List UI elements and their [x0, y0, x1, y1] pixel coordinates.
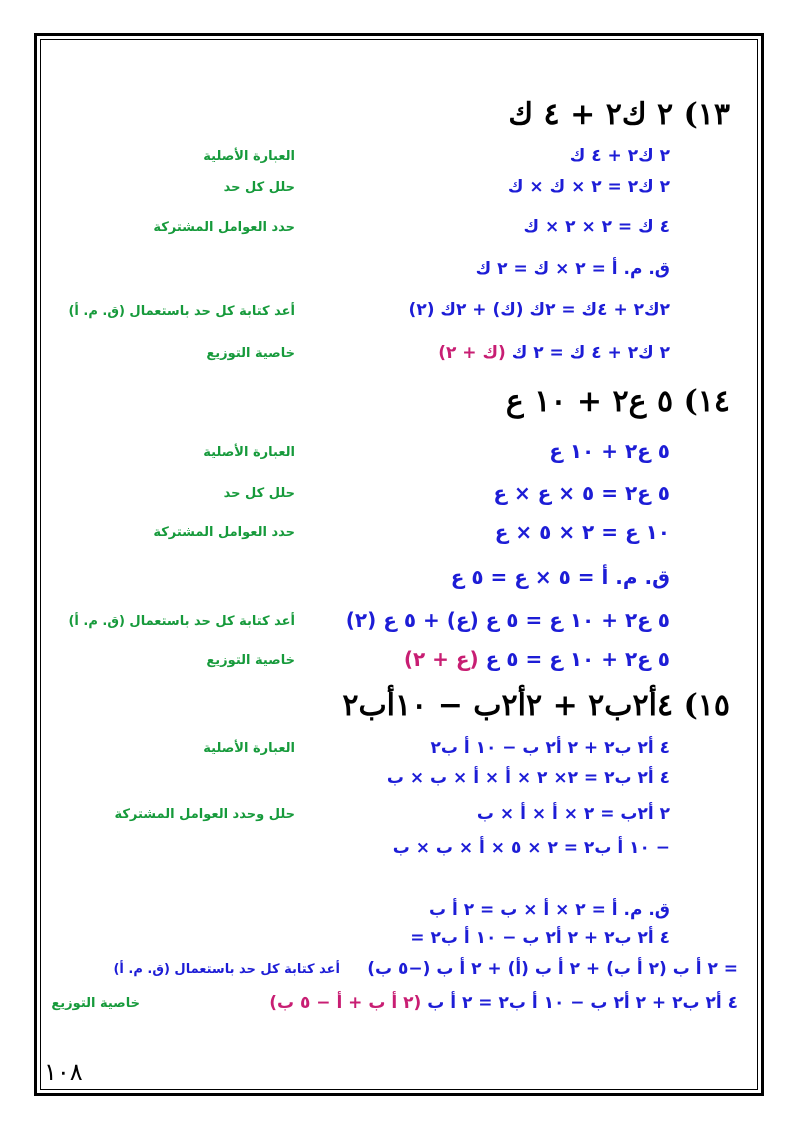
p13-rewrite: ٢ك٢ + ٤ك = ٢ك (ك) + ٢ك (٢): [408, 300, 670, 320]
p15-gcf: ق. م. أ = ٢ × أ × ب = ٢ أ ب: [428, 900, 670, 920]
p13-factor-term-1: ٢ ك٢ = ٢ × ك × ك: [507, 177, 670, 197]
p14-factor-term-1: ٥ ع٢ = ٥ × ع × ع: [493, 481, 670, 505]
p13-distributive: [438, 343, 670, 363]
problem-15-heading: ١٥) ٤أ٢ب٢ + ٢أ٢ب − ١٠أب٢: [342, 688, 730, 723]
p13-distributive-factor: (ك + ٢): [438, 343, 506, 363]
p14-factor-term-2: ١٠ ع = ٢ × ٥ × ع: [494, 520, 670, 544]
p13-factor-term-2: ٤ ك = ٢ × ٢ × ك: [523, 217, 670, 237]
p14-original-expression: ٥ ع٢ + ١٠ ع: [549, 439, 670, 463]
p14-label-distributive: خاصية التوزيع: [206, 653, 295, 668]
p15-label-original: العبارة الأصلية: [203, 741, 295, 756]
p13-label-factor: حلل كل حد: [223, 180, 295, 195]
problem-14-heading: ١٤) ٥ ع٢ + ١٠ ع: [505, 384, 730, 419]
p14-label-factor: حلل كل حد: [223, 486, 295, 501]
problem-13-heading: ١٣) ٢ ك٢ + ٤ ك: [508, 97, 730, 132]
p14-gcf: ق. م. أ = ٥ × ع = ٥ ع: [450, 565, 670, 589]
p13-distributive-lhs: ٢ ك٢ + ٤ ك = ٢ ك: [505, 343, 670, 363]
p15-label-rewrite: أعد كتابة كل حد باستعمال (ق. م. أ): [113, 962, 340, 977]
page-number: ١٠٨: [44, 1058, 83, 1086]
p13-gcf: ق. م. أ = ٢ × ك = ٢ ك: [475, 259, 670, 279]
p13-original-expression: ٢ ك٢ + ٤ ك: [569, 146, 670, 166]
p14-distributive: [404, 647, 670, 671]
p15-distributive: [269, 993, 738, 1013]
p14-distributive-lhs: ٥ ع٢ + ١٠ ع = ٥ ع: [478, 647, 670, 671]
p15-factor-term-3: − ١٠ أ ب٢ = ٢ × ٥ × أ × ب × ب: [392, 838, 670, 858]
p14-label-original: العبارة الأصلية: [203, 445, 295, 460]
p15-distributive-factor: (٢ أ ب + أ − ٥ ب): [269, 993, 422, 1013]
p15-label-distributive: خاصية التوزيع: [51, 996, 140, 1011]
p15-distributive-lhs: ٤ أ٢ ب٢ + ٢ أ٢ ب − ١٠ أ ب٢ = ٢ أ ب: [421, 993, 738, 1013]
p14-distributive-factor: (ع + ٢): [403, 647, 479, 671]
p13-label-distributive: خاصية التوزيع: [206, 346, 295, 361]
p15-original-expression: ٤ أ٢ ب٢ + ٢ أ٢ ب − ١٠ أ ب٢: [430, 738, 670, 758]
p13-label-rewrite: أعد كتابة كل حد باستعمال (ق. م. أ): [68, 304, 295, 319]
p14-rewrite: ٥ ع٢ + ١٠ ع = ٥ ع (ع) + ٥ ع (٢): [345, 608, 670, 632]
p14-label-rewrite: أعد كتابة كل حد باستعمال (ق. م. أ): [68, 614, 295, 629]
p15-expression: ٤ أ٢ ب٢ + ٢ أ٢ ب − ١٠ أ ب٢ =: [410, 928, 670, 948]
p15-rewrite: = ٢ أ ب (٢ أ ب) + ٢ أ ب (أ) + ٢ أ ب (−٥ ب): [367, 959, 738, 979]
p13-label-common-factors: حدد العوامل المشتركة: [153, 220, 295, 235]
p13-label-original: العبارة الأصلية: [203, 149, 295, 164]
p15-factor-term-2: ٢ أ٢ب = ٢ × أ × أ × ب: [476, 804, 670, 824]
p15-factor-term-1: ٤ أ٢ ب٢ = ٢× ٢ × أ × أ × ب × ب: [386, 768, 670, 788]
p14-label-common-factors: حدد العوامل المشتركة: [153, 525, 295, 540]
p15-label-factor: حلل وحدد العوامل المشتركة: [114, 807, 295, 822]
